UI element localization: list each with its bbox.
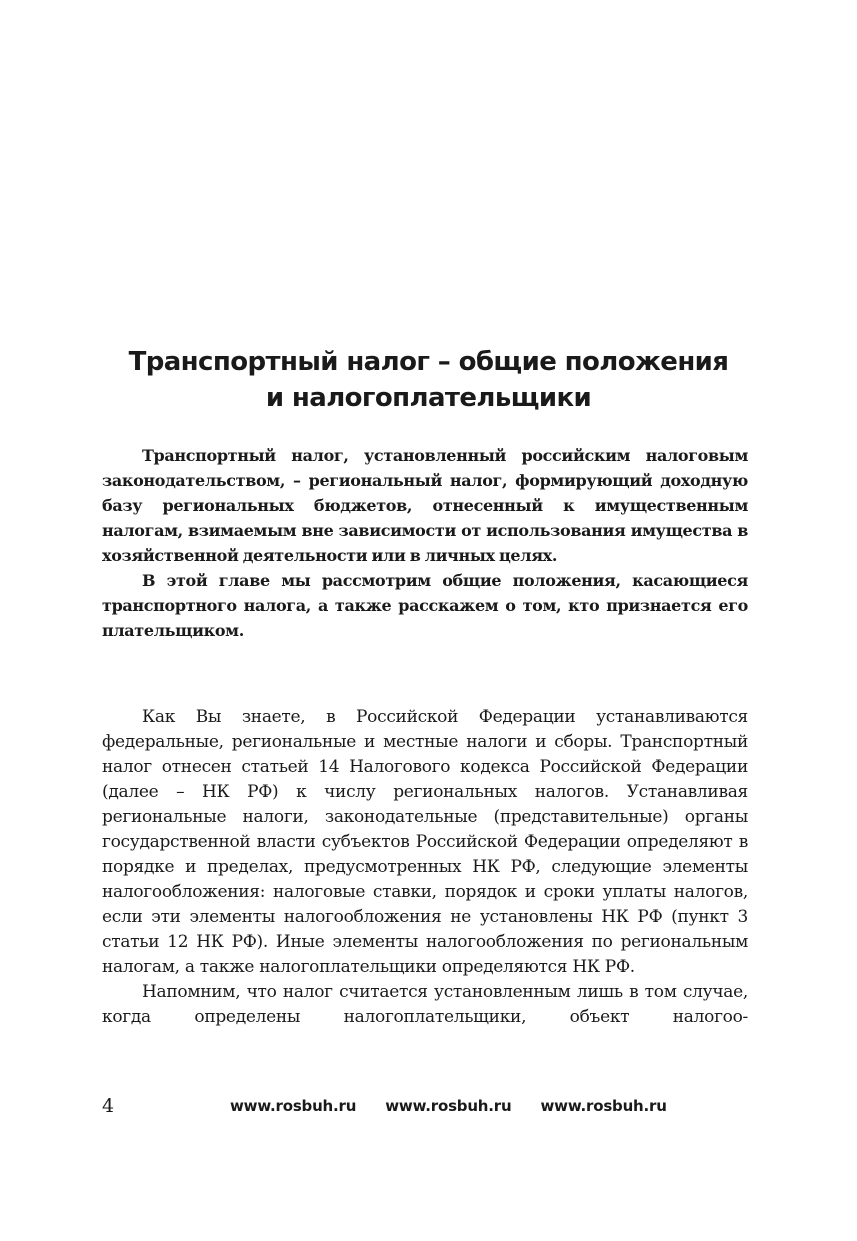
- chapter-body: [102, 705, 748, 1030]
- page-footer: [102, 1092, 748, 1120]
- chapter-title-line-2: и налогоплательщики: [265, 383, 592, 413]
- footer-link[interactable]: www.rosbuh.ru: [230, 1097, 357, 1115]
- chapter-intro: [102, 443, 748, 643]
- chapter-title-line-1: Транспортный налог – общие положения: [128, 347, 729, 377]
- footer-link[interactable]: www.rosbuh.ru: [540, 1097, 667, 1115]
- footer-link[interactable]: www.rosbuh.ru: [385, 1097, 512, 1115]
- intro-paragraph-1: Транспортный налог, установленный российским налоговым законодательством, – региональный налог, формирующий доходную базу региональных бюджетов, отнесенный к имущественным налогам, взимаемым вне зависимости от использования имущества в хозяйственной деятельности или в личных целях.: [102, 446, 748, 565]
- body-paragraph-2: Напомним, что налог считается установленным лишь в том случае, когда определены налогоплательщики, объект налогоо-: [102, 982, 748, 1027]
- page-number: 4: [102, 1095, 115, 1117]
- chapter-title: [0, 344, 857, 416]
- intro-paragraph-2: В этой главе мы рассмотрим общие положения, касающиеся транспортного налога, а также расскажем о том, кто признается его плательщиком.: [102, 571, 748, 640]
- footer-links: [230, 1094, 667, 1118]
- body-paragraph-1: Как Вы знаете, в Российской Федерации устанавливаются федеральные, региональные и местные налоги и сборы. Транспортный налог отнесен статьей 14 Налогового кодекса Российской Федерации (далее – НК РФ) к числу региональных налогов. Устанавливая региональные налоги, законодательные (представительные) органы государственной власти субъектов Российской Федерации определяют в порядке и пределах, предусмотренных НК РФ, следующие элементы налогообложения: налоговые ставки, порядок и сроки уплаты налогов, если эти элементы налогообложения не установлены НК РФ (пункт 3 статьи 12 НК РФ). Иные элементы налогообложения по региональным налогам, а также налогоплательщики определяются НК РФ.: [102, 707, 748, 977]
